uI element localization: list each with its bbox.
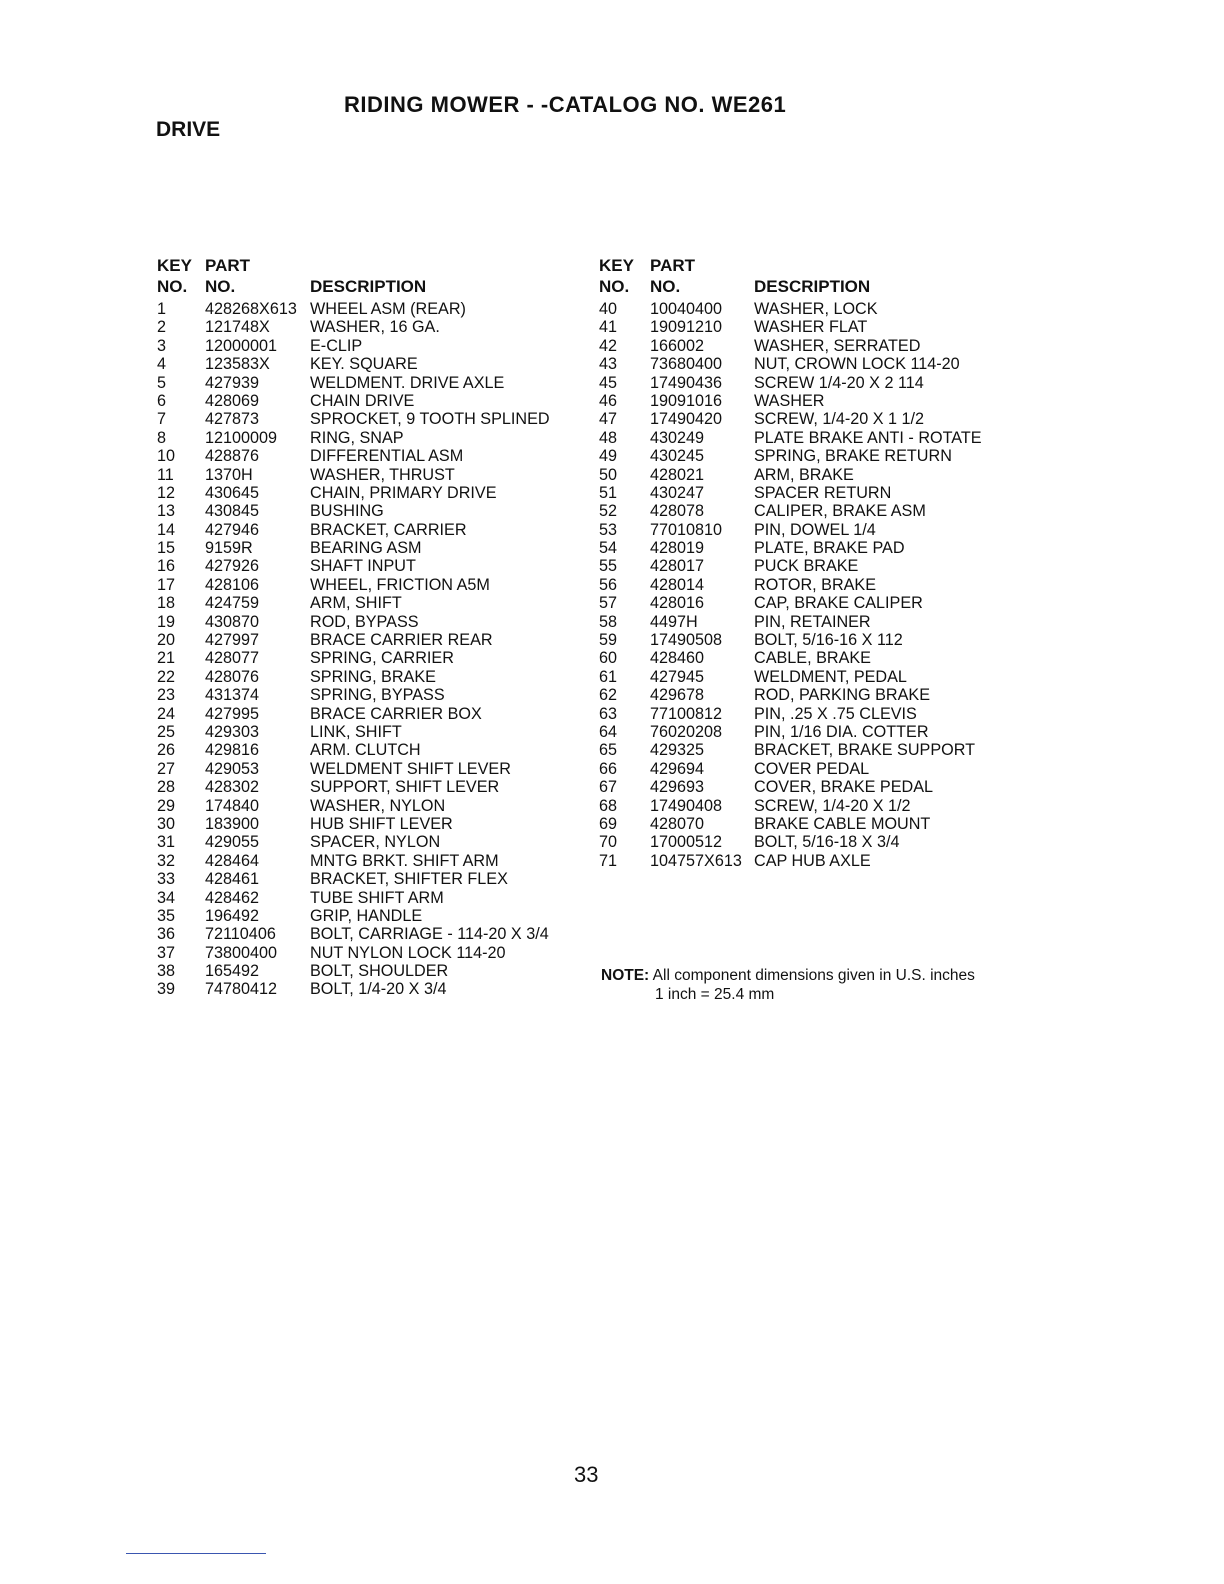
part-no-header: NO. <box>650 277 681 296</box>
description: NUT NYLON LOCK 114-20 <box>310 943 506 962</box>
part-no: 427926 <box>205 557 260 576</box>
key-no: 68 <box>599 796 618 815</box>
description: BOLT, SHOULDER <box>310 962 449 981</box>
key-no: 71 <box>599 851 618 870</box>
key-no: 26 <box>157 741 176 760</box>
part-no: 73680400 <box>650 355 723 374</box>
page-number: 33 <box>574 1462 599 1487</box>
part-no: 428268X613 <box>205 300 297 318</box>
key-no: 14 <box>157 520 176 539</box>
key-no: 29 <box>157 796 176 815</box>
part-no: 429325 <box>650 741 705 760</box>
part-no: 429055 <box>205 833 260 852</box>
part-no: 430249 <box>650 428 705 447</box>
key-no: 70 <box>599 833 618 852</box>
description: SUPPORT, SHIFT LEVER <box>310 778 500 797</box>
description: NUT, CROWN LOCK 114-20 <box>754 355 960 374</box>
key-no: 16 <box>157 557 176 576</box>
key-no: 11 <box>157 465 174 484</box>
description: PIN, .25 X .75 CLEVIS <box>754 704 917 723</box>
part-no: 77010810 <box>650 520 723 539</box>
description: KEY. SQUARE <box>310 355 418 374</box>
part-no: 428014 <box>650 575 705 594</box>
key-no: 27 <box>157 759 176 778</box>
description: WELDMENT SHIFT LEVER <box>310 759 511 778</box>
key-no: 65 <box>599 741 618 760</box>
key-no: 17 <box>157 575 176 594</box>
part-no: 12100009 <box>205 428 278 447</box>
description: SCREW, 1/4-20 X 1/2 <box>754 796 911 815</box>
key-no: 35 <box>157 906 176 925</box>
description: GRIP, HANDLE <box>310 906 423 925</box>
key-no: 6 <box>157 391 167 410</box>
part-no: 427939 <box>205 373 260 392</box>
part-no-header: NO. <box>205 277 236 296</box>
part-no: 430645 <box>205 483 260 502</box>
description: SPACER RETURN <box>754 483 892 502</box>
part-no: 17490408 <box>650 796 723 815</box>
description: LINK, SHIFT <box>310 722 402 741</box>
description: BOLT, 5/16-16 X 112 <box>754 631 903 650</box>
description: PLATE, BRAKE PAD <box>754 539 905 558</box>
key-no: 4 <box>157 355 167 374</box>
part-no: 428019 <box>650 539 705 558</box>
part-no: 17490508 <box>650 631 723 650</box>
description: BRACE CARRIER REAR <box>310 631 493 650</box>
description: BEARING ASM <box>310 539 422 558</box>
description: CABLE, BRAKE <box>754 649 871 668</box>
part-no: 1370H <box>205 465 253 484</box>
part-no: 196492 <box>205 906 260 925</box>
description: CALIPER, BRAKE ASM <box>754 502 926 521</box>
part-no: 428077 <box>205 649 260 668</box>
part-no: 428302 <box>205 778 260 797</box>
part-no: 74780412 <box>205 980 278 999</box>
key-no: 39 <box>157 980 176 999</box>
description: E-CLIP <box>310 336 363 355</box>
description: BRACKET, CARRIER <box>310 520 467 539</box>
key-no: 18 <box>157 594 176 613</box>
key-no: 45 <box>599 373 618 392</box>
part-no: 429693 <box>650 778 705 797</box>
part-no: 166002 <box>650 336 705 355</box>
key-no: 32 <box>157 851 176 870</box>
part-no: 430870 <box>205 612 260 631</box>
description: ROD, PARKING BRAKE <box>754 686 930 705</box>
section-title: DRIVE <box>156 118 221 141</box>
description: ROD, BYPASS <box>310 612 419 631</box>
key-no: 62 <box>599 686 618 705</box>
description: PIN, RETAINER <box>754 612 871 631</box>
description: BRACKET, BRAKE SUPPORT <box>754 741 975 760</box>
key-no: 52 <box>599 502 618 521</box>
note-line-2: 1 inch = 25.4 mm <box>655 986 775 1003</box>
key-no: 61 <box>599 667 618 686</box>
part-no: 19091016 <box>650 391 723 410</box>
description: CHAIN DRIVE <box>310 391 415 410</box>
part-header: PART <box>205 256 251 275</box>
key-no: 67 <box>599 778 618 797</box>
part-no: 123583X <box>205 355 270 374</box>
part-no: 9159R <box>205 539 253 558</box>
part-no: 429816 <box>205 741 260 760</box>
key-no: 2 <box>157 318 167 337</box>
key-no: 30 <box>157 814 176 833</box>
key-no: 66 <box>599 759 618 778</box>
description: SPACER, NYLON <box>310 833 441 852</box>
part-no: 73800400 <box>205 943 278 962</box>
key-header: KEY <box>599 256 634 275</box>
description: SPRING, CARRIER <box>310 649 454 668</box>
description: SPRING, BYPASS <box>310 686 445 705</box>
part-no: 17490436 <box>650 373 723 392</box>
key-no: 21 <box>157 649 176 668</box>
description: WASHER, THRUST <box>310 465 455 484</box>
description: WASHER, 16 GA. <box>310 318 440 337</box>
key-no: 28 <box>157 778 176 797</box>
description: WASHER, SERRATED <box>754 336 921 355</box>
key-no: 60 <box>599 649 618 668</box>
key-no: 36 <box>157 925 176 944</box>
description: ARM. CLUTCH <box>310 741 421 760</box>
key-no: 25 <box>157 722 176 741</box>
key-no: 48 <box>599 428 618 447</box>
part-no: 429053 <box>205 759 260 778</box>
part-no: 183900 <box>205 814 260 833</box>
description: WELDMENT, PEDAL <box>754 667 907 686</box>
key-no: 15 <box>157 539 176 558</box>
key-no: 40 <box>599 300 618 318</box>
part-no: 428016 <box>650 594 705 613</box>
key-no: 57 <box>599 594 618 613</box>
part-no: 429678 <box>650 686 705 705</box>
description: WASHER FLAT <box>754 318 868 337</box>
key-no: 43 <box>599 355 618 374</box>
key-no: 24 <box>157 704 176 723</box>
description: SPRING, BRAKE <box>310 667 436 686</box>
description: WASHER <box>754 391 825 410</box>
part-no: 17490420 <box>650 410 723 429</box>
key-no: 34 <box>157 888 176 907</box>
description: COVER, BRAKE PEDAL <box>754 778 934 797</box>
page-title: RIDING MOWER - -CATALOG NO. WE261 <box>344 92 787 117</box>
part-no: 430247 <box>650 483 705 502</box>
key-no: 50 <box>599 465 618 484</box>
key-no: 58 <box>599 612 618 631</box>
key-no: 23 <box>157 686 176 705</box>
description: BRACE CARRIER BOX <box>310 704 482 723</box>
key-no: 41 <box>599 318 618 337</box>
description: CAP HUB AXLE <box>754 851 871 870</box>
key-no: 33 <box>157 870 176 889</box>
part-no: 424759 <box>205 594 260 613</box>
part-no: 12000001 <box>205 336 278 355</box>
description: WASHER, NYLON <box>310 796 446 815</box>
key-no: 1 <box>157 300 167 318</box>
description: SCREW, 1/4-20 X 1 1/2 <box>754 410 925 429</box>
key-no: 54 <box>599 539 618 558</box>
key-no: 37 <box>157 943 176 962</box>
key-no: 38 <box>157 962 176 981</box>
description: ARM, BRAKE <box>754 465 854 484</box>
part-no: 428078 <box>650 502 705 521</box>
part-no: 17000512 <box>650 833 723 852</box>
key-no: 22 <box>157 667 176 686</box>
part-no: 428461 <box>205 870 260 889</box>
description: CHAIN, PRIMARY DRIVE <box>310 483 497 502</box>
description: PUCK BRAKE <box>754 557 859 576</box>
description: SCREW 1/4-20 X 2 114 <box>754 373 924 392</box>
part-no: 428021 <box>650 465 705 484</box>
description: SHAFT INPUT <box>310 557 416 576</box>
description: PLATE BRAKE ANTI - ROTATE <box>754 428 982 447</box>
part-no: 4497H <box>650 612 698 631</box>
description: COVER PEDAL <box>754 759 870 778</box>
description: SPRING, BRAKE RETURN <box>754 447 952 466</box>
part-no: 174840 <box>205 796 260 815</box>
part-no: 428017 <box>650 557 705 576</box>
key-no-header: NO. <box>157 277 188 296</box>
part-no: 430845 <box>205 502 260 521</box>
key-no: 63 <box>599 704 618 723</box>
part-no: 427873 <box>205 410 260 429</box>
key-no: 46 <box>599 391 618 410</box>
part-no: 428106 <box>205 575 260 594</box>
part-no: 19091210 <box>650 318 723 337</box>
key-no: 59 <box>599 631 618 650</box>
part-no: 77100812 <box>650 704 723 723</box>
note-line-1: All component dimensions given in U.S. inches <box>652 967 975 984</box>
part-no: 72110406 <box>205 925 276 944</box>
key-no: 55 <box>599 557 618 576</box>
part-no: 428069 <box>205 391 260 410</box>
key-no: 7 <box>157 410 167 429</box>
part-no: 428876 <box>205 447 260 466</box>
key-no: 8 <box>157 428 167 447</box>
part-no: 429303 <box>205 722 260 741</box>
part-no: 428460 <box>650 649 705 668</box>
part-no: 429694 <box>650 759 705 778</box>
key-no: 13 <box>157 502 176 521</box>
key-no: 42 <box>599 336 618 355</box>
description: BUSHING <box>310 502 384 521</box>
description: SPROCKET, 9 TOOTH SPLINED <box>310 410 550 429</box>
part-no: 430245 <box>650 447 705 466</box>
key-no: 49 <box>599 447 618 466</box>
key-no: 19 <box>157 612 176 631</box>
key-no: 3 <box>157 336 167 355</box>
description: TUBE SHIFT ARM <box>310 888 444 907</box>
description: MNTG BRKT. SHIFT ARM <box>310 851 499 870</box>
key-header: KEY <box>157 256 192 275</box>
description: CAP, BRAKE CALIPER <box>754 594 923 613</box>
part-no: 10040400 <box>650 300 723 318</box>
part-no: 76020208 <box>650 722 723 741</box>
note-label: NOTE: <box>601 967 650 984</box>
description: BOLT, 1/4-20 X 3/4 <box>310 980 447 999</box>
key-no-header: NO. <box>599 277 630 296</box>
key-no: 31 <box>157 833 176 852</box>
key-no: 47 <box>599 410 618 429</box>
description: DIFFERENTIAL ASM <box>310 447 464 466</box>
description: WHEEL, FRICTION A5M <box>310 575 490 594</box>
part-no: 428070 <box>650 814 705 833</box>
key-no: 69 <box>599 814 618 833</box>
part-no: 121748X <box>205 318 270 337</box>
footer-divider <box>126 1553 266 1554</box>
part-no: 427946 <box>205 520 260 539</box>
key-no: 10 <box>157 447 176 466</box>
part-no: 428464 <box>205 851 260 870</box>
description: WELDMENT. DRIVE AXLE <box>310 373 505 392</box>
key-no: 51 <box>599 483 618 502</box>
description: RING, SNAP <box>310 428 404 447</box>
description: BRAKE CABLE MOUNT <box>754 814 931 833</box>
description: BOLT, 5/16-18 X 3/4 <box>754 833 900 852</box>
description: BRACKET, SHIFTER FLEX <box>310 870 508 889</box>
part-header: PART <box>650 256 696 275</box>
part-no: 428462 <box>205 888 260 907</box>
dimension-note <box>601 966 975 1004</box>
key-no: 56 <box>599 575 618 594</box>
description: BOLT, CARRIAGE - 114-20 X 3/4 <box>310 925 549 944</box>
part-no: 427945 <box>650 667 705 686</box>
key-no: 64 <box>599 722 618 741</box>
description: WASHER, LOCK <box>754 300 878 318</box>
part-no: 104757X613 <box>650 851 742 870</box>
description: WHEEL ASM (REAR) <box>310 300 466 318</box>
description: HUB SHIFT LEVER <box>310 814 453 833</box>
part-no: 427997 <box>205 631 260 650</box>
key-no: 20 <box>157 631 176 650</box>
description-header: DESCRIPTION <box>754 277 871 296</box>
description: ARM, SHIFT <box>310 594 402 613</box>
part-no: 428076 <box>205 667 260 686</box>
key-no: 12 <box>157 483 176 502</box>
key-no: 5 <box>157 373 167 392</box>
key-no: 53 <box>599 520 618 539</box>
part-no: 427995 <box>205 704 260 723</box>
description: ROTOR, BRAKE <box>754 575 877 594</box>
part-no: 165492 <box>205 962 260 981</box>
part-no: 431374 <box>205 686 260 705</box>
description-header: DESCRIPTION <box>310 277 427 296</box>
description: PIN, DOWEL 1/4 <box>754 520 876 539</box>
description: PIN, 1/16 DIA. COTTER <box>754 722 929 741</box>
